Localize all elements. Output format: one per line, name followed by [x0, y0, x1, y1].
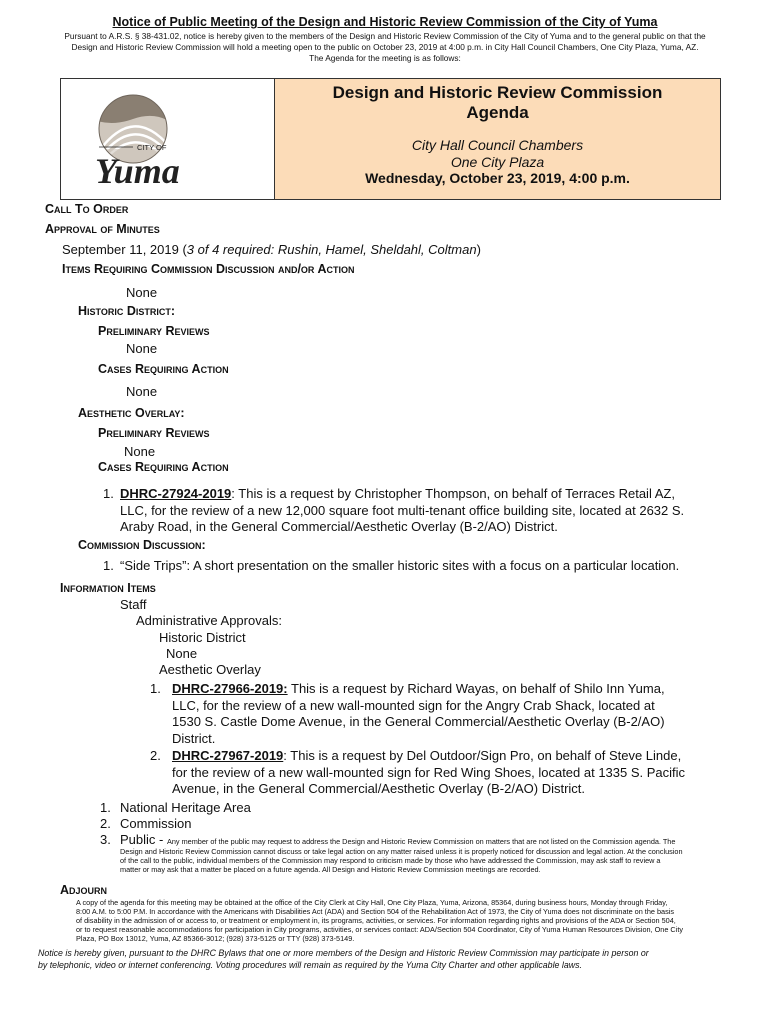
approval-text: for the review of a new wall-mounted sign for Red Wing Shoes, located at 1335 S. Pacific	[172, 764, 686, 780]
adjourn-text	[76, 898, 726, 943]
adjourn-line: A copy of the agenda for this meeting may be obtained at the office of the City Clerk at City Hall, One City Plaza, Yuma, Arizona, 85364, during business hours, Monday through Friday,	[76, 898, 668, 907]
public-text-block	[120, 847, 720, 874]
approval-text: LLC, for the review of a new wall-mounted sign for the Angry Crab Shack, located at	[172, 697, 655, 713]
discussion-text: “Side Trips”: A short presentation on the smaller historic sites with a focus on a particular location.	[120, 558, 680, 573]
minutes-note: 3 of 4 required: Rushin, Hamel, Sheldahl, Coltman	[186, 242, 477, 257]
none-text: None	[126, 285, 158, 300]
approval-text: Avenue, in the General Commercial/Aesthetic Overlay (B-2/AO) District.	[172, 781, 586, 796]
information-items-heading: Information Items	[60, 581, 156, 595]
cases-requiring-action-heading: Cases Requiring Action	[98, 460, 229, 474]
agenda-title-line: Design and Historic Review Commission	[332, 83, 663, 102]
items-requiring-action-heading: Items Requiring Commission Discussion and/or Action	[62, 262, 355, 276]
aesthetic-overlay-text: Aesthetic Overlay	[159, 662, 261, 677]
commission-discussion-heading: Commission Discussion:	[78, 538, 206, 552]
agenda-header-box	[60, 78, 721, 200]
footnote	[38, 947, 738, 971]
case-text: : This is a request by Christopher Thompson, on behalf of Terraces Retail AZ,	[231, 486, 675, 501]
case-id-link[interactable]: DHRC-27924-2019	[120, 486, 232, 501]
approval-text: 1530 S. Castle Dome Avenue, in the General Commercial/Aesthetic Overlay (B-2/AO)	[172, 714, 665, 729]
info-list	[100, 800, 675, 848]
public-text: of the call to the public, individual members of the Commission may respond to criticism made by those who have addressed the Commission, may ask staff to review a	[120, 856, 661, 865]
logo-cell	[61, 79, 275, 199]
approval-item	[172, 748, 717, 798]
none-text: None	[166, 646, 198, 661]
case-item	[120, 486, 720, 536]
preliminary-reviews-heading: Preliminary Reviews	[98, 324, 210, 338]
case-text: LLC, for the review of a new 12,000 square foot multi-tenant office building site, located at 2632 S.	[120, 502, 685, 518]
admin-approvals-text: Administrative Approvals:	[136, 613, 282, 628]
approval-text: This is a request by Richard Wayas, on behalf of Shilo Inn Yuma,	[287, 681, 665, 696]
case-text: Araby Road, in the General Commercial/Aesthetic Overlay (B-2/AO) District.	[120, 519, 558, 534]
list-item: 2. Commission	[100, 816, 192, 831]
list-item: 3. Public - Any member of the public may request to address the Design and Historic Review Commission on matters that are not listed on the Commission agenda. The	[100, 832, 676, 847]
agenda-title-line: Agenda	[466, 103, 529, 122]
none-text: None	[126, 341, 158, 356]
adjourn-heading: Adjourn	[60, 883, 108, 897]
logo-yuma-text: Yuma	[95, 151, 180, 191]
approval-text: District.	[172, 730, 216, 746]
venue-line: City Hall Council Chambers	[411, 137, 584, 153]
list-item: 1. National Heritage Area	[100, 800, 251, 815]
notice-title: Notice of Public Meeting of the Design and Historic Review Commission of the City of Yuma	[112, 15, 658, 29]
approval-number: 2.	[150, 748, 161, 763]
meeting-date: Wednesday, October 23, 2019, 4:00 p.m.	[365, 170, 630, 186]
public-text: matter or may ask that a matter be placed on a future agenda. All Design and Historic Review Commission meetings are recorded.	[120, 865, 541, 874]
approval-id-link[interactable]: DHRC-27967-2019	[172, 748, 284, 763]
staff-text: Staff	[120, 597, 147, 612]
minutes-date: September 11, 2019 (	[62, 242, 187, 257]
minutes-entry	[62, 242, 481, 257]
approval-number: 1.	[150, 681, 161, 696]
notice-line: Design and Historic Review Commission will hold a meeting open to the public on October 23, 2019 at 4:00 p.m. in City Hall Council Chambers, One City Plaza, Yuma, AZ.	[71, 42, 699, 52]
approval-of-minutes-heading: Approval of Minutes	[45, 222, 160, 236]
preliminary-reviews-heading: Preliminary Reviews	[98, 426, 210, 440]
notice-text	[62, 31, 708, 64]
adjourn-line: of disability in the admission of or access to, or treatment or employment in, its programs, activities, or services. For information regarding rights and provisions of the ADA or Section 504,	[76, 916, 676, 925]
minutes-close: )	[476, 242, 481, 257]
footnote-line: Notice is hereby given, pursuant to the DHRC Bylaws that one or more members of the Design and Historic Review Commission may participate in person or	[38, 948, 649, 958]
title-cell	[275, 79, 720, 199]
public-text: Design and Historic Review Commission cannot discuss or take legal action on any matter raised unless it is properly noticed for discussion and legal action. At the conclusion	[120, 847, 683, 856]
footnote-line: by telephonic, video or internet conferencing. Voting procedures will remain as required by the Yuma City Charter and other applicable laws.	[38, 960, 582, 970]
approval-item	[172, 681, 712, 747]
logo-city-of-text: CITY OF	[137, 143, 167, 152]
cases-requiring-action-heading: Cases Requiring Action	[98, 362, 229, 376]
city-of-yuma-logo	[61, 79, 274, 199]
call-to-order-heading: Call To Order	[45, 202, 129, 216]
historic-district-heading: Historic District:	[78, 304, 176, 318]
approval-text: : This is a request by Del Outdoor/Sign Pro, on behalf of Steve Linde,	[283, 748, 682, 763]
aesthetic-overlay-heading: Aesthetic Overlay:	[78, 406, 185, 420]
approval-id-link[interactable]: DHRC-27966-2019:	[172, 681, 288, 696]
public-text: Any member of the public may request to address the Design and Historic Review Commission on matters that are not listed on the Commission agenda. The	[166, 837, 676, 846]
case-number: 1.	[103, 486, 114, 501]
none-text: None	[126, 384, 158, 399]
notice-line: Pursuant to A.R.S. § 38-431.02, notice is hereby given to the members of the Design and Historic Review Commission of the City of Yuma and to the general public on that the	[64, 31, 706, 41]
venue-line: One City Plaza	[450, 153, 545, 170]
historic-district-text: Historic District	[159, 630, 246, 645]
adjourn-line: Plaza, PO Box 13012, Yuma, AZ 85366-3012; (928) 373-5125 or TTY (928) 373-5149.	[76, 934, 355, 943]
discussion-number: 1.	[103, 558, 114, 573]
adjourn-line: or to request reasonable accommodations for participation in City programs, activities, or services contact: ADA/Section 504 Coordinator, City of Yuma Human Resources Division, One City	[76, 925, 683, 934]
notice-line: The Agenda for the meeting is as follows:	[309, 53, 461, 63]
adjourn-line: 8:00 A.M. to 5:00 P.M. In accordance with the Americans with Disabilities Act (ADA) and Section 504 of the Rehabilitation Act of 1973, the City of Yuma does not discriminate on the basis	[76, 907, 674, 916]
agenda-title	[275, 83, 720, 123]
none-text: None	[124, 444, 156, 459]
venue	[275, 137, 720, 170]
